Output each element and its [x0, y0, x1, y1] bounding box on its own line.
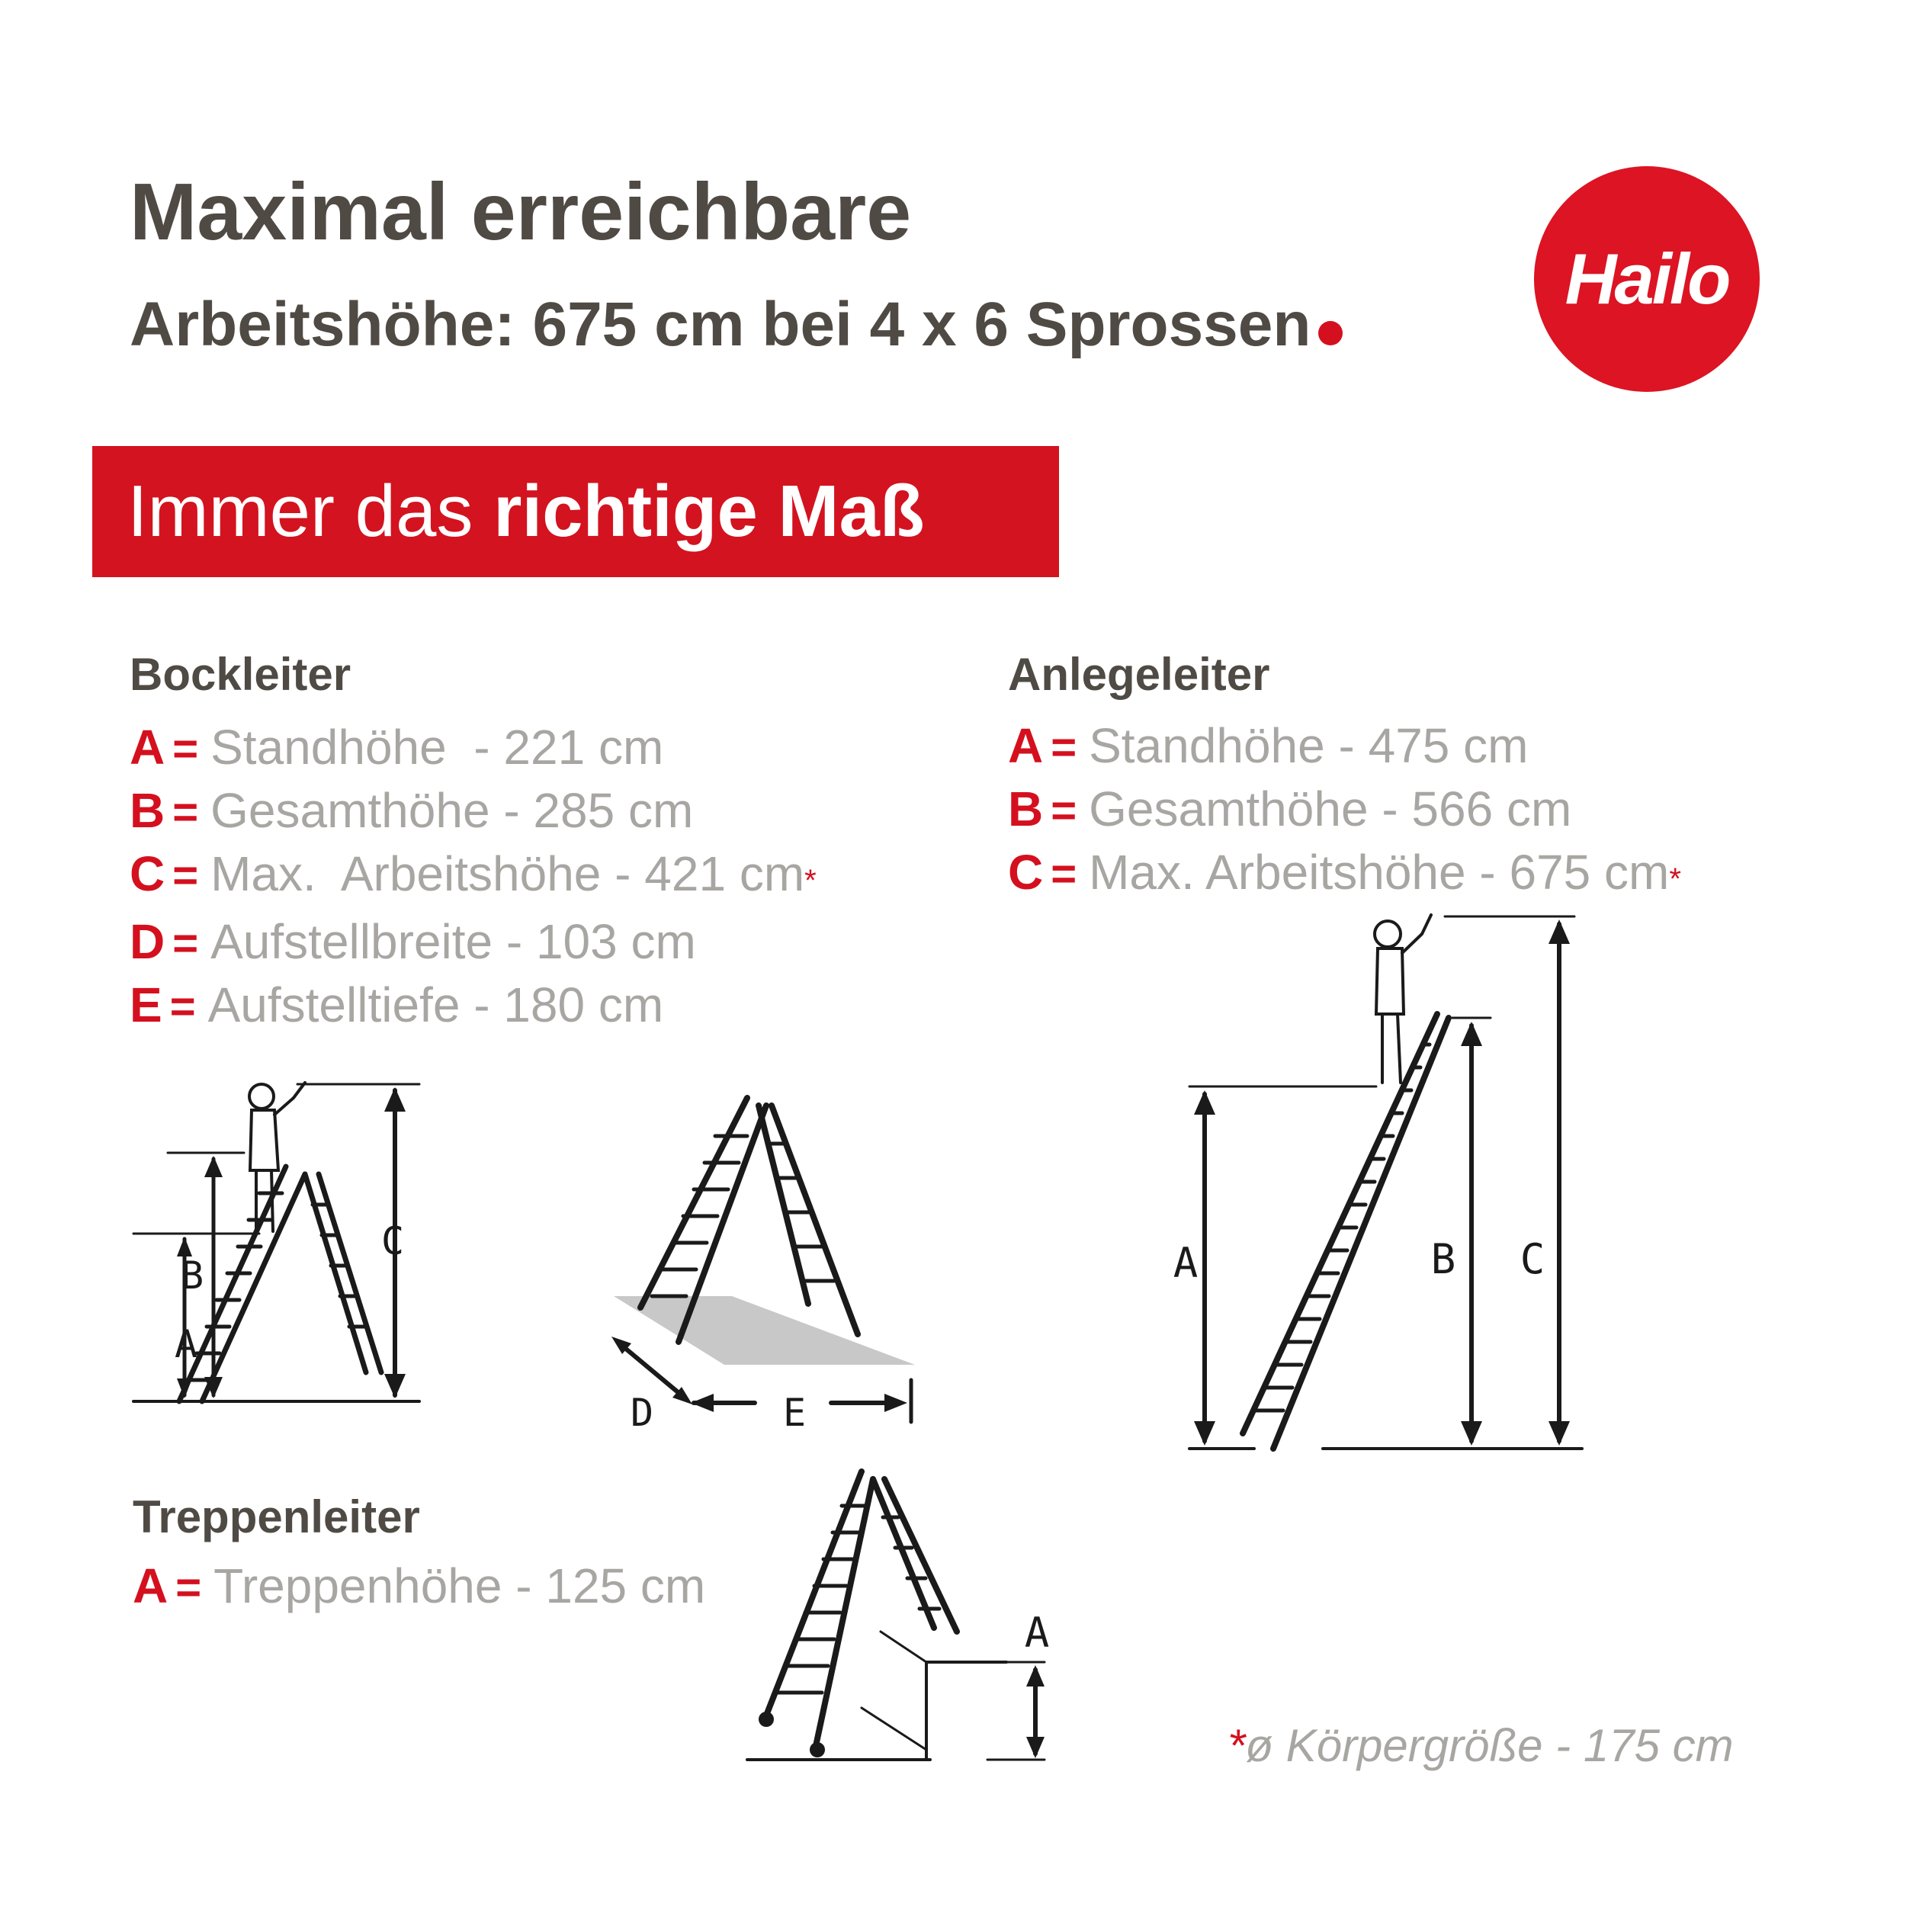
footnote-text: ø Körpergröße - 175 cm [1245, 1720, 1734, 1771]
spec-text: Standhöhe - 221 cm [210, 720, 664, 775]
spec-text: Gesamthöhe - 285 cm [210, 783, 694, 838]
anlegeleiter-specs [1008, 715, 1681, 910]
anlegeleiter-diagram [1170, 900, 1597, 1471]
banner-bold-text: richtige Maß [493, 470, 925, 552]
anlegeleiter-title: Anlegeleiter [1008, 649, 1270, 700]
banner-light-text: Immer das [127, 470, 494, 552]
spec-eq: = [172, 851, 199, 900]
logo-text: Hailo [1565, 239, 1729, 319]
footnote [1228, 1719, 1734, 1772]
subtitle-text: Arbeitshöhe: 675 cm bei 4 x 6 Sprossen [130, 290, 1311, 359]
treppenleiter-title: Treppenleiter [133, 1491, 420, 1542]
anlegeleiter-spec-a [1008, 715, 1681, 778]
bockleiter-spec-e [130, 974, 817, 1038]
spec-letter: A [133, 1558, 168, 1613]
spec-letter: A [130, 720, 165, 775]
page-subtitle [130, 290, 1343, 359]
spec-text: Max. Arbeitshöhe - 675 cm [1089, 845, 1670, 900]
spec-text: Aufstelltiefe - 180 cm [207, 977, 664, 1032]
spec-letter: E [130, 977, 162, 1032]
spec-eq: = [1051, 849, 1077, 899]
label-e: E [782, 1391, 807, 1433]
spec-letter: A [1008, 718, 1044, 773]
spec-eq: = [1051, 723, 1077, 772]
spec-letter: B [1008, 781, 1044, 836]
bockleiter-footprint-diagram [595, 1075, 938, 1433]
bockleiter-spec-d [130, 911, 817, 974]
spec-text: Standhöhe - 475 cm [1089, 718, 1529, 773]
spec-text: Gesamthöhe - 566 cm [1089, 781, 1572, 836]
bockleiter-title: Bockleiter [130, 649, 351, 700]
anlegeleiter-spec-b [1008, 778, 1681, 842]
bockleiter-specs [130, 717, 817, 1038]
spec-eq: = [1051, 786, 1077, 836]
label-b: B [1430, 1235, 1456, 1283]
spec-eq: = [172, 788, 199, 837]
spec-text: Max. Arbeitshöhe - 421 cm [210, 846, 805, 901]
bockleiter-spec-b [130, 780, 817, 843]
footnote-asterisk: * [1228, 1720, 1246, 1771]
title-dot [1318, 321, 1343, 345]
treppenleiter-diagram [732, 1456, 1067, 1776]
label-d: D [630, 1391, 654, 1433]
treppenleiter-spec-a [133, 1555, 705, 1619]
label-b: B [180, 1253, 204, 1298]
hailo-logo [1534, 166, 1760, 392]
spec-text: Treppenhöhe - 125 cm [213, 1558, 706, 1613]
bockleiter-spec-a [130, 717, 817, 780]
spec-eq: = [169, 982, 196, 1032]
bockleiter-spec-c [130, 843, 817, 911]
asterisk: * [1669, 862, 1681, 896]
treppenleiter-specs [133, 1555, 705, 1619]
label-a: A [174, 1322, 198, 1366]
label-c: C [380, 1219, 405, 1263]
banner [92, 446, 1059, 577]
banner-text [127, 470, 925, 554]
asterisk: * [804, 864, 817, 897]
label-c: C [1520, 1235, 1545, 1283]
spec-letter: D [130, 914, 165, 969]
spec-eq: = [175, 1563, 202, 1613]
spec-eq: = [172, 919, 199, 968]
spec-letter: B [130, 783, 165, 838]
label-a: A [1173, 1239, 1199, 1287]
spec-letter: C [1008, 845, 1044, 900]
spec-eq: = [172, 724, 199, 774]
page-title: Maximal erreichbare [130, 167, 912, 257]
spec-text: Aufstellbreite - 103 cm [210, 914, 696, 969]
label-a: A [1024, 1609, 1050, 1657]
spec-letter: C [130, 846, 165, 901]
bockleiter-side-diagram [122, 1067, 473, 1418]
